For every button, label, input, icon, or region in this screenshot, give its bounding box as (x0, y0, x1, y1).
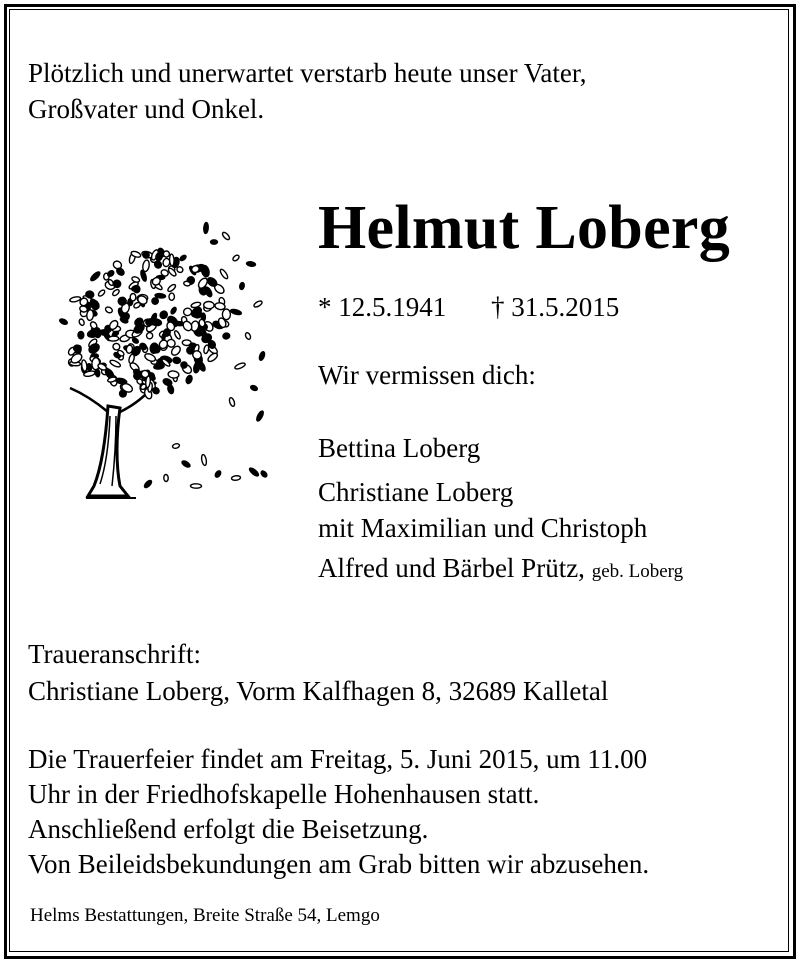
leaf (255, 410, 264, 422)
ceremony-line-3: Anschließend erfolgt die Beisetzung. (28, 814, 429, 844)
leaf (244, 332, 251, 340)
deceased-name: Helmut Loberg (318, 194, 731, 262)
leaf (211, 240, 218, 244)
leaf (183, 281, 190, 287)
leaf (248, 467, 259, 477)
leaf (142, 260, 150, 273)
leaf (150, 343, 159, 354)
mourners-list (318, 430, 683, 590)
leaf (219, 268, 229, 280)
leaf-cloud (59, 247, 231, 399)
leaf (168, 370, 180, 378)
leaf (214, 470, 222, 478)
mourner-2-children: mit Maximilian und Christoph (318, 513, 648, 543)
leaf (128, 354, 135, 364)
undertaker-info: Helms Bestattungen, Breite Straße 54, Lemgo (30, 905, 380, 926)
leaf (167, 384, 174, 394)
leaf (246, 261, 256, 267)
mourner-3-name: Alfred und Bärbel Prütz, (318, 553, 585, 583)
mourner-2-name: Christiane Loberg (318, 477, 514, 507)
leaf (207, 352, 219, 363)
leaf (145, 376, 151, 388)
leaf (78, 318, 85, 326)
intro-line-2: Großvater und Onkel. (28, 94, 265, 124)
leaf (185, 375, 193, 385)
leaf (258, 351, 265, 361)
mourner-3 (318, 550, 683, 590)
leaf (239, 282, 245, 290)
miss-heading: Wir vermissen dich: (318, 360, 536, 390)
leaf (179, 254, 187, 261)
leaf (234, 362, 246, 370)
mourning-address (28, 636, 608, 710)
leaf (232, 254, 240, 262)
leaf (204, 286, 213, 298)
leaf (167, 283, 177, 292)
leaf (172, 443, 180, 449)
leaf (118, 297, 127, 306)
birth-date: * 12.5.1941 (318, 292, 447, 322)
mourner-3-maiden-name: geb. Loberg (591, 561, 684, 582)
leaf (201, 454, 207, 466)
leaf (105, 306, 114, 314)
leaf (204, 301, 215, 309)
intro-line-1: Plötzlich und unerwartet verstarb heute unser Vater, (28, 58, 587, 88)
leaf (155, 293, 166, 298)
leaf (145, 331, 153, 339)
leaf (181, 460, 191, 469)
falling-leaves (143, 222, 268, 488)
leaf (250, 385, 258, 392)
leaf (130, 294, 136, 301)
leaf (164, 474, 169, 481)
leaf (86, 310, 93, 321)
leaf (172, 357, 181, 364)
leaf (59, 318, 68, 326)
leaf (183, 308, 192, 316)
leaf (112, 288, 121, 296)
ceremony-info (28, 742, 649, 882)
leaf (221, 231, 230, 241)
address-value: Christiane Loberg, Vorm Kalfhagen 8, 32689 Kalletal (28, 676, 609, 706)
leaf (260, 470, 268, 478)
life-dates (318, 290, 619, 324)
mourner-1: Bettina Loberg (318, 433, 481, 463)
mourner-2 (318, 474, 683, 546)
leaf (203, 222, 208, 233)
leaf (78, 331, 84, 339)
leaf (169, 254, 174, 266)
leaf (231, 475, 240, 480)
leaf (89, 271, 101, 283)
leaf (253, 300, 263, 308)
leaf (198, 319, 205, 327)
ceremony-line-4: Von Beileidsbekundungen am Grab bitten wir abzusehen. (28, 849, 650, 879)
leaf (69, 296, 81, 303)
leaf (228, 397, 235, 407)
intro-text (28, 55, 586, 127)
leaf (170, 306, 177, 314)
leaf (222, 309, 230, 320)
leaf (190, 484, 201, 489)
death-date: † 31.5.2015 (491, 292, 620, 322)
leaf (97, 289, 105, 297)
leaf (193, 310, 201, 318)
leaf (143, 479, 152, 489)
leaf (169, 293, 175, 300)
address-heading: Traueranschrift: (28, 639, 201, 669)
leaf (230, 308, 242, 315)
tree-with-falling-leaves-icon (36, 216, 272, 504)
leaf (173, 330, 181, 340)
leaf (131, 276, 140, 283)
leaf (107, 270, 115, 278)
leaf (112, 343, 120, 351)
ceremony-line-1: Die Trauerfeier findet am Freitag, 5. Juni 2015, um 11.00 (28, 744, 648, 774)
ceremony-line-2: Uhr in der Friedhofskapelle Hohenhausen statt. (28, 779, 540, 809)
leaf (223, 333, 231, 340)
